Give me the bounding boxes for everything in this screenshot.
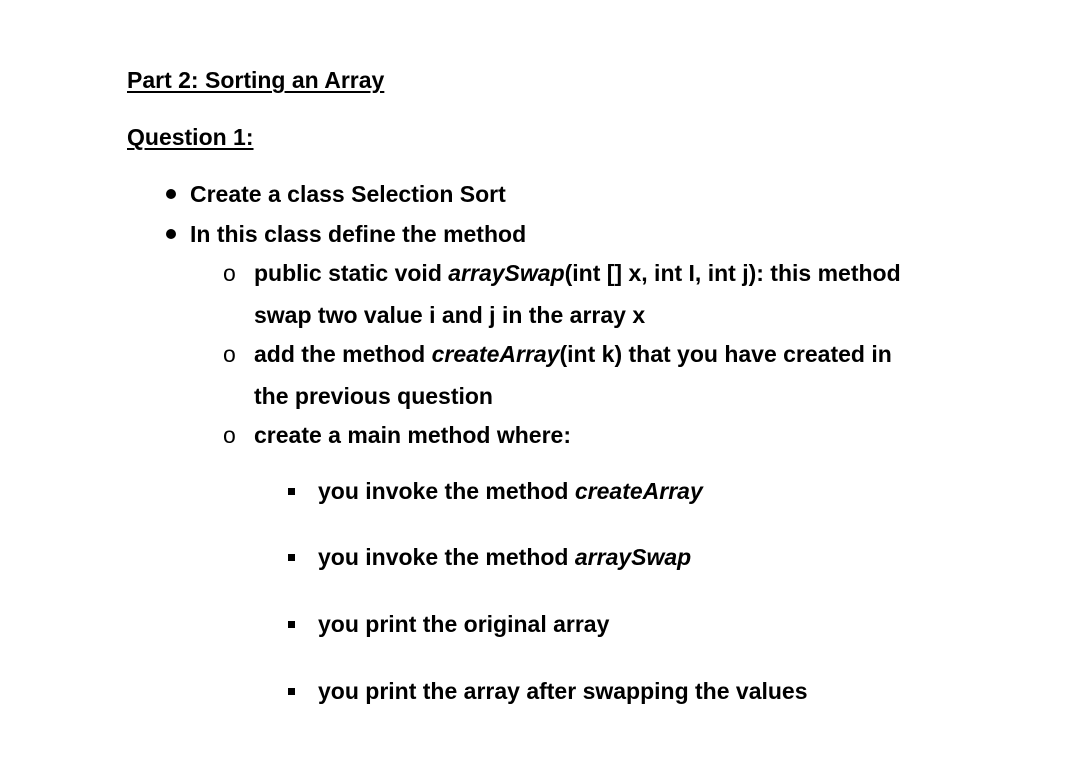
sub-bullet-main-method: create a main method where: [254,422,571,448]
array-swap-prefix: public static void [254,260,449,286]
invoke-array-swap-method: arraySwap [574,544,692,570]
bullet-disc-icon [166,229,176,239]
bullet-define-method: In this class define the method [190,221,527,247]
sub-sub-bullet-print-swapped: you print the array after swapping the values [318,678,808,704]
create-array-prefix: add the method [254,341,432,367]
bullet-square-icon [288,688,295,695]
invoke-create-array-method: createArray [574,478,703,504]
create-array-suffix: (int k) that you have created in [559,341,892,367]
part-title: Part 2: Sorting an Array [127,67,385,93]
bullet-square-icon [288,488,295,495]
bullet-create-class: Create a class Selection Sort [190,181,506,207]
bullet-o-icon: o [223,422,236,448]
sub-sub-bullet-print-original: you print the original array [318,611,610,637]
bullet-disc-icon [166,189,176,199]
bullet-square-icon [288,621,295,628]
bullet-o-icon: o [223,341,236,367]
sub-bullet-create-array [254,340,892,368]
sub-sub-bullet-invoke-array-swap [318,543,691,571]
invoke-create-array-prefix: you invoke the method [318,478,575,504]
bullet-o-icon: o [223,260,236,286]
create-array-continuation: the previous question [254,383,493,409]
array-swap-method: arraySwap [448,260,565,286]
array-swap-suffix: (int [] x, int I, int j): this method [564,260,901,286]
sub-bullet-array-swap [254,259,901,287]
invoke-array-swap-prefix: you invoke the method [318,544,575,570]
sub-sub-bullet-invoke-create-array [318,477,703,505]
array-swap-continuation: swap two value i and j in the array x [254,302,646,328]
create-array-method: createArray [431,341,560,367]
question-title: Question 1: [127,124,254,150]
bullet-square-icon [288,554,295,561]
